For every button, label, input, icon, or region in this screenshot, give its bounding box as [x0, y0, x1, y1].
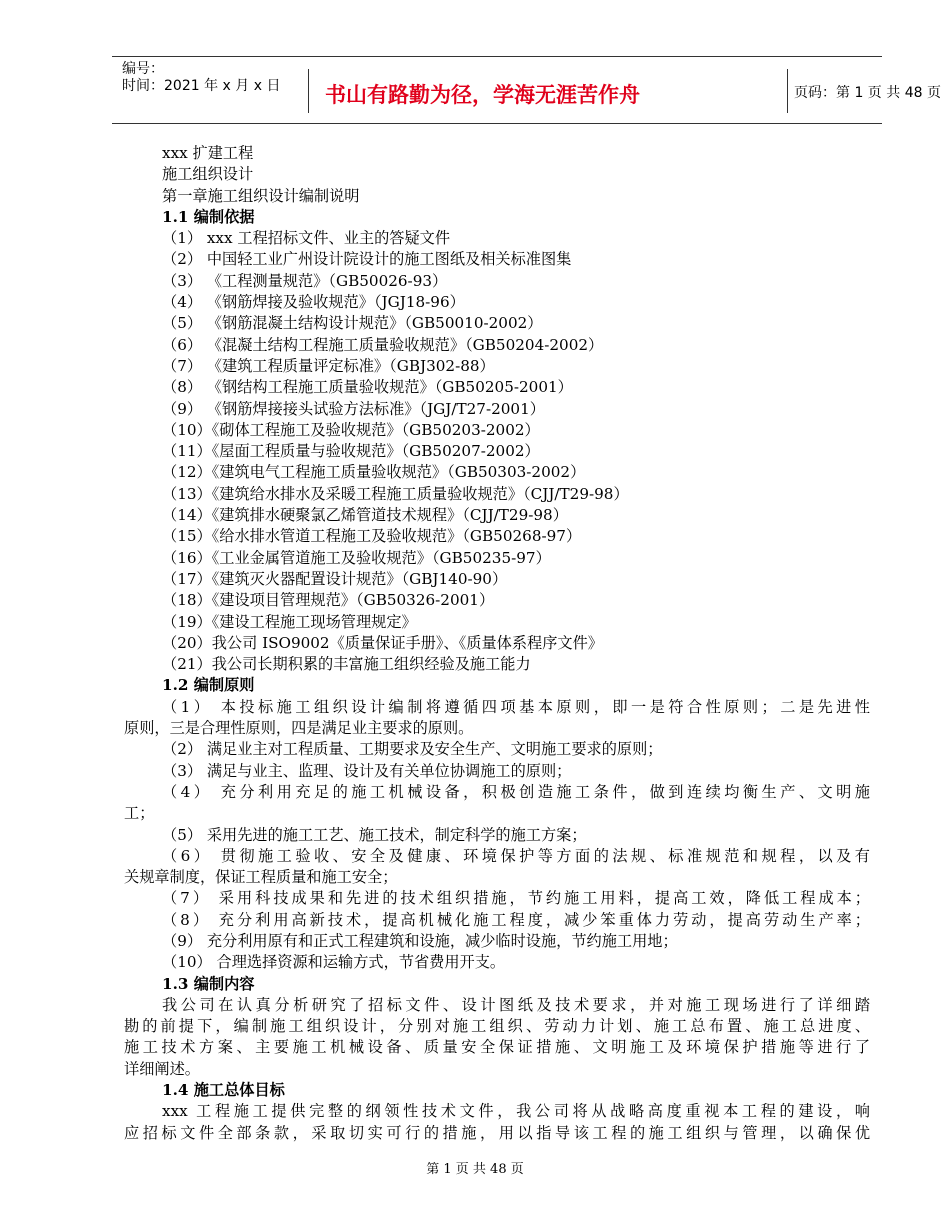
- text-line: （10）《砌体工程施工及验收规范》（GB50203-2002）: [162, 420, 540, 439]
- text-line: （17）《建筑灭火器配置设计规范》（GBJ140-90）: [162, 569, 508, 588]
- document-body: [124, 143, 870, 1144]
- text-line: 施工组织设计: [162, 165, 254, 184]
- text-line: （6） 贯彻施工验收、安全及健康、环境保护等方面的法规、标准规范和规程，以及有: [162, 846, 870, 865]
- text-line: 勘的前提下，编制施工组织设计，分别对施工组织、劳动力计划、施工总布置、施工总进度、: [124, 1017, 870, 1036]
- text-line: （9） 《钢筋焊接接头试验方法标准》（JGJ/T27-2001）: [162, 399, 545, 418]
- text-line: xxx 扩建工程: [162, 144, 254, 162]
- page-footer: 第 1 页 共 48 页: [426, 1162, 524, 1177]
- text-line: （3） 《工程测量规范》（GB50026-93）: [162, 271, 448, 290]
- text-line: （4） 《钢筋焊接及验收规范》（JGJ18-96）: [162, 293, 465, 312]
- text-line: （9） 充分利用原有和正式工程建筑和设施，减少临时设施，节约施工用地；: [162, 931, 678, 950]
- text-line: （20）我公司 ISO9002《质量保证手册》、《质量体系程序文件》: [162, 633, 603, 652]
- text-line: （16）《工业金属管道施工及验收规范》（GB50235-97）: [162, 548, 551, 567]
- text-line: （11）《屋面工程质量与验收规范》（GB50207-2002）: [162, 442, 540, 461]
- text-line: （8） 《钢结构工程施工质量验收规范》（GB50205-2001）: [162, 378, 573, 397]
- page-header: [112, 56, 941, 124]
- text-line: （19）《建设工程施工现场管理规定》: [162, 612, 417, 631]
- text-line: （3） 满足与业主、监理、设计及有关单位协调施工的原则；: [162, 761, 572, 780]
- header-motto-box: [308, 69, 788, 113]
- text-line: 应招标文件全部条款，采取切实可行的措施，用以指导该工程的施工组织与管理，以确保优: [124, 1123, 870, 1142]
- doc-date-label: 时间：2021 年 x 月 x 日: [122, 78, 281, 94]
- text-line: （2） 中国轻工业广州设计院设计的施工图纸及相关标准图集: [162, 250, 572, 269]
- section-heading: 1.2 编制原则: [162, 676, 255, 695]
- text-line: 我公司在认真分析研究了招标文件、设计图纸及技术要求，并对施工现场进行了详细踏: [162, 995, 870, 1014]
- text-line: （2） 满足业主对工程质量、工期要求及安全生产、文明施工要求的原则；: [162, 740, 663, 759]
- text-line: （4） 充分利用充足的施工机械设备，积极创造施工条件，做到连续均衡生产、文明施: [162, 782, 870, 801]
- text-line: xxx 工程施工提供完整的纲领性技术文件，我公司将从战略高度重视本工程的建设，响: [162, 1102, 870, 1121]
- header-motto: 书山有路勤为径，学海无涯苦作舟: [325, 83, 640, 107]
- text-line: 关规章制度，保证工程质量和施工安全；: [124, 868, 398, 887]
- text-line: （1） xxx 工程招标文件、业主的答疑文件: [162, 229, 451, 248]
- text-line: （14）《建筑排水硬聚氯乙烯管道技术规程》（CJJ/T29-98）: [162, 506, 568, 525]
- text-line: （7） 采用科技成果和先进的技术组织措施，节约施工用料，提高工效，降低工程成本；: [162, 889, 870, 908]
- text-line: 详细阐述。: [124, 1059, 200, 1078]
- text-line: （10） 合理选择资源和运输方式，节省费用开支。: [162, 953, 506, 972]
- text-line: （12）《建筑电气工程施工质量验收规范》（GB50303-2002）: [162, 463, 586, 482]
- text-line: 施工技术方案、主要施工机械设备、质量安全保证措施、文明施工及环境保护措施等进行了: [124, 1038, 870, 1057]
- text-line: 工；: [124, 804, 155, 823]
- text-line: （5） 《钢筋混凝土结构设计规范》（GB50010-2002）: [162, 314, 543, 333]
- text-line: （7） 《建筑工程质量评定标准》（GBJ302-88）: [162, 356, 495, 375]
- text-line: （5） 采用先进的施工工艺、施工技术，制定科学的施工方案；: [162, 825, 587, 844]
- text-line: （13）《建筑给水排水及采暖工程施工质量验收规范》（CJJ/T29-98）: [162, 484, 629, 503]
- header-meta: [122, 61, 280, 95]
- section-heading: 1.3 编制内容: [162, 974, 255, 993]
- text-line: （6） 《混凝土结构工程施工质量验收规范》（GB50204-2002）: [162, 335, 604, 354]
- header-page-indicator: 页码：第 1 页 共 48 页: [794, 85, 941, 101]
- text-line: 原则，三是合理性原则，四是满足业主要求的原则。: [124, 719, 474, 738]
- text-line: 第一章施工组织设计编制说明: [162, 186, 360, 205]
- text-line: （8） 充分利用高新技术，提高机械化施工程度，减少笨重体力劳动，提高劳动生产率；: [162, 910, 870, 929]
- text-line: （18）《建设项目管理规范》（GB50326-2001）: [162, 591, 495, 610]
- text-line: （21）我公司长期积累的丰富施工组织经验及施工能力: [162, 655, 531, 674]
- text-line: （15）《给水排水管道工程施工及验收规范》（GB50268-97）: [162, 527, 582, 546]
- section-heading: 1.4 施工总体目标: [162, 1081, 285, 1100]
- section-heading: 1.1 编制依据: [162, 207, 255, 226]
- text-line: （1） 本投标施工组织设计编制将遵循四项基本原则，即一是符合性原则；二是先进性: [162, 697, 870, 716]
- doc-number-label: 编号：: [122, 61, 164, 77]
